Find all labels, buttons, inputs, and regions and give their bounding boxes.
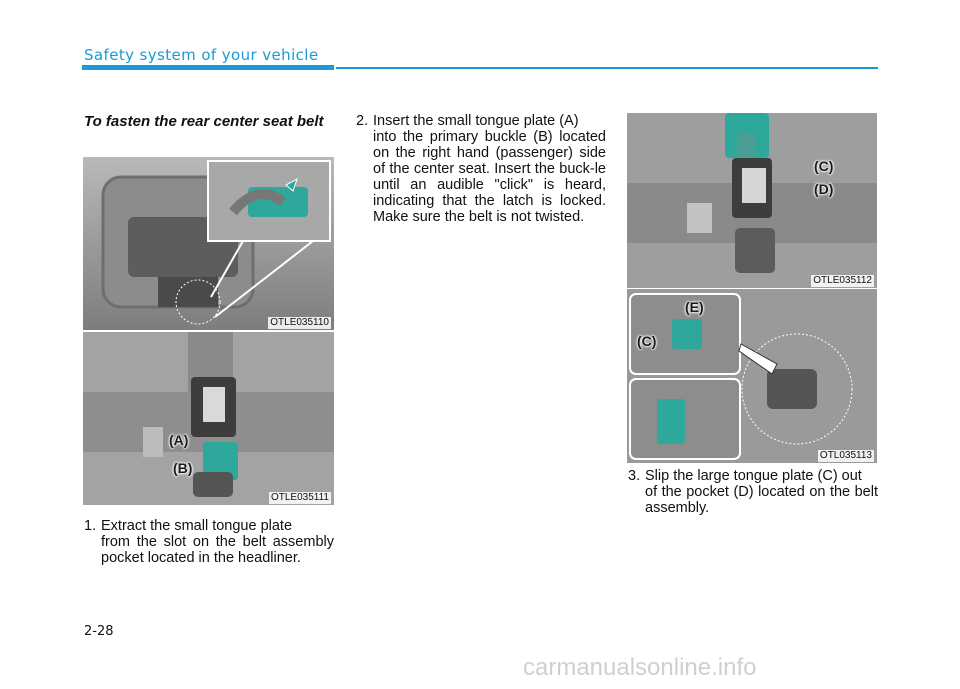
primary-buckle-illustration (83, 332, 334, 505)
page-number: 2-28 (84, 624, 114, 639)
procedure-title: To fasten the rear center seat belt (84, 113, 324, 130)
step-1 (84, 518, 334, 566)
anchor-buckle-illustration (627, 289, 877, 463)
step-text-first-line: Insert the small tongue plate (A) (373, 113, 579, 129)
headliner-slot-illustration (83, 157, 334, 330)
figure-headliner-slot (83, 157, 334, 330)
figure-code: OTLE035112 (813, 275, 872, 286)
callout-d: (D) (814, 181, 834, 197)
callout-c: (C) (637, 333, 657, 349)
callout-b: (B) (173, 460, 193, 476)
step-text-first-line: Slip the large tongue plate (C) out (645, 468, 862, 484)
section-header: Safety system of your vehicle (84, 46, 319, 64)
step-number: 1. (84, 518, 97, 534)
header-rule-thin (336, 67, 878, 69)
step-number: 3. (628, 468, 641, 484)
watermark: carmanualsonline.info (523, 654, 757, 681)
step-text: from the slot on the belt assembly pocket located in the headliner. (101, 534, 334, 566)
callout-c: (C) (814, 158, 834, 174)
header-rule-thick (82, 65, 334, 70)
step-3 (628, 468, 878, 516)
step-number: 2. (356, 113, 369, 129)
figure-code: OTL035113 (819, 450, 872, 461)
callout-e: (E) (685, 299, 704, 315)
figure-anchor-buckle (627, 289, 877, 463)
figure-tongue-pocket (627, 113, 877, 288)
tongue-pocket-illustration (627, 113, 877, 288)
step-text: into the primary buckle (B) located on the right hand (passenger) side of the center seat. Insert the buck-le until an audible "click" is heard, indicating that the latch is locked. Make sure the belt is not twisted. (373, 129, 606, 225)
figure-code: OTLE035110 (270, 317, 329, 328)
step-text-first-line: Extract the small tongue plate (101, 518, 293, 534)
callout-a: (A) (169, 432, 189, 448)
step-text: of the pocket (D) located on the belt assembly. (645, 484, 878, 516)
figure-code: OTLE035111 (270, 492, 329, 503)
figure-primary-buckle (83, 332, 334, 505)
step-2 (356, 113, 606, 225)
